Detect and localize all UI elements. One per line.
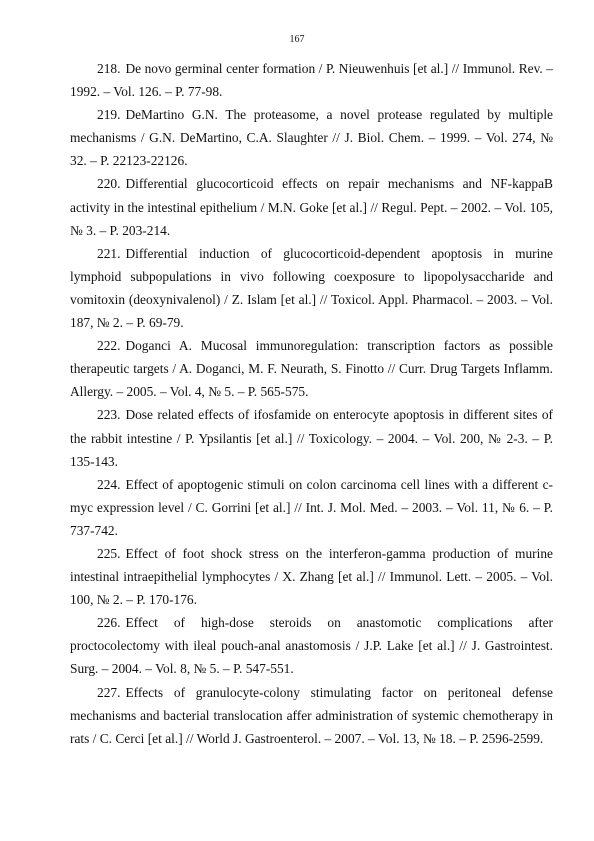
- reference-number: 221.: [97, 245, 121, 261]
- reference-text: De novo germinal center formation / P. Nieuwenhuis [et al.] // Immunol. Rev. – 1992. – Vol. 126. – P. 77-98.: [70, 61, 553, 100]
- reference-text: Differential induction of glucocorticoid-dependent apoptosis in murine lymphoid subpopulations in vivo following coexposure to lipopolysaccharide and vomitoxin (deoxynivalenol) / Z. Islam [et al.] // Toxicol. Appl. Pharmacol. – 2003. – Vol. 187, № 2. – P. 69-79.: [70, 245, 553, 331]
- reference-text: Doganci A. Mucosal immunoregulation: transcription factors as possible therapeutic targets / A. Doganci, M. F. Neurath, S. Finotto // Curr. Drug Targets Inflamm. Allergy. – 2005. – Vol. 4, № 5. – P. 565-575.: [70, 338, 553, 400]
- reference-text: Effects of granulocyte-colony stimulating factor on peritoneal defense mechanisms and bacterial translocation affer administration of systemic chemotherapy in rats / C. Cerci [et al.] // World J. Gastroenterol. – 2007. – Vol. 13, № 18. – P. 2596-2599.: [70, 684, 553, 746]
- reference-item: [70, 103, 553, 172]
- reference-number: 224.: [97, 476, 121, 492]
- reference-text: Effect of foot shock stress on the interferon-gamma production of murine intestinal intraepithelial lymphocytes / X. Zhang [et al.] // Immunol. Lett. – 2005. – Vol. 100, № 2. – P. 170-176.: [70, 545, 553, 608]
- reference-text: Effect of apoptogenic stimuli on colon carcinoma cell lines with a different c-myc expression level / C. Gorrini [et al.] // Int. J. Mol. Med. – 2003. – Vol. 11, № 6. – P. 737-742.: [70, 476, 553, 538]
- reference-item: [70, 542, 553, 611]
- reference-list: [70, 57, 553, 750]
- reference-item: [70, 57, 553, 103]
- reference-item: [70, 611, 553, 680]
- reference-number: 223.: [97, 407, 121, 423]
- reference-number: 218.: [97, 61, 121, 76]
- reference-number: 220.: [97, 176, 121, 192]
- reference-text: Dose related effects of ifosfamide on enterocyte apoptosis in different sites of the rabbit intestine / P. Ypsilantis [et al.] // Toxicology. – 2004. – Vol. 200, № 2-3. – P. 135-143.: [70, 407, 553, 469]
- reference-text: DeMartino G.N. The proteasome, a novel protease regulated by multiple mechanisms / G.N. DeMartino, C.A. Slaughter // J. Biol. Chem. – 1999. – Vol. 274, № 32. – P. 22123-22126.: [70, 107, 553, 169]
- page-number: 167: [289, 34, 305, 45]
- reference-number: 222.: [97, 338, 121, 354]
- reference-text: Differential glucocorticoid effects on repair mechanisms and NF-kappaB activity in the intestinal epithelium / M.N. Goke [et al.] // Regul. Pept. – 2002. – Vol. 105, № 3. – P. 203-214.: [70, 176, 553, 238]
- reference-item: [70, 403, 553, 472]
- reference-number: 226.: [97, 615, 121, 631]
- reference-text: Effect of high-dose steroids on anastomotic complications after proctocolectomy with ileal pouch-anal anastomosis / J.P. Lake [et al.] // J. Gastrointest. Surg. – 2004. – Vol. 8, № 5. – P. 547-551.: [70, 615, 553, 677]
- reference-item: [70, 681, 553, 750]
- reference-number: 227.: [97, 684, 121, 700]
- reference-item: [70, 334, 553, 403]
- reference-number: 219.: [97, 107, 121, 123]
- reference-item: [70, 242, 553, 334]
- reference-number: 225.: [97, 545, 121, 561]
- reference-item: [70, 473, 553, 542]
- reference-item: [70, 172, 553, 241]
